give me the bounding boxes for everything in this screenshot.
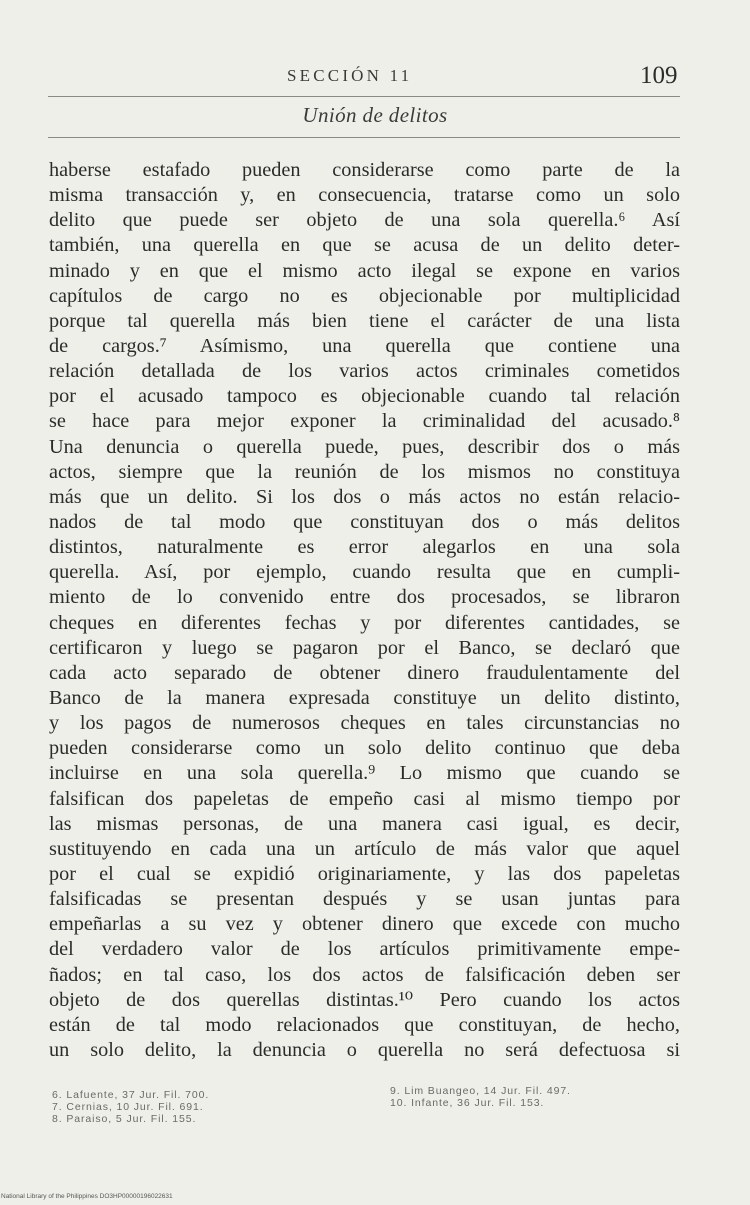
body-line: también, una querella en que se acusa de un delito deter-	[49, 234, 680, 257]
footnote-9: 9. Lim Buangeo, 14 Jur. Fil. 497.	[390, 1085, 571, 1097]
footnote-10: 10. Infante, 36 Jur. Fil. 153.	[390, 1097, 545, 1109]
body-line: Banco de la manera expresada constituye un delito distinto,	[49, 686, 680, 709]
body-paragraph	[49, 158, 680, 1063]
body-line: miento de lo convenido entre dos procesados, se libraron	[49, 586, 680, 609]
footnote-6: 6. Lafuente, 37 Jur. Fil. 700.	[52, 1089, 210, 1101]
scan-colophon: National Library of the Philippines DO3HP00000196022631	[1, 1193, 173, 1200]
body-line: ñados; en tal caso, los dos actos de falsificación deben ser	[49, 963, 680, 986]
running-header	[0, 62, 750, 92]
body-line: minado y en que el mismo acto ilegal se expone en varios	[49, 259, 680, 282]
body-line: querella. Así, por ejemplo, cuando resulta que en cumpli-	[49, 561, 680, 584]
body-line: están de tal modo relacionados que constituyan, de hecho,	[49, 1013, 680, 1036]
body-line: incluirse en una sola querella.⁹ Lo mismo que cuando se	[49, 762, 680, 785]
body-line: cheques en diferentes fechas y por diferentes cantidades, se	[49, 611, 680, 634]
page-number: 109	[640, 62, 678, 89]
body-line: se hace para mejor exponer la criminalidad del acusado.⁸	[49, 410, 680, 433]
body-line: nados de tal modo que constituyan dos o más delitos	[49, 510, 680, 533]
footnotes-right-column	[390, 1085, 710, 1109]
footnote-7: 7. Cernias, 10 Jur. Fil. 691.	[52, 1101, 204, 1113]
body-line: y los pagos de numerosos cheques en tales circunstancias no	[49, 712, 680, 735]
body-line: certificaron y luego se pagaron por el Banco, se declaró que	[49, 636, 680, 659]
body-line: Una denuncia o querella puede, pues, describir dos o más	[49, 435, 680, 458]
body-line: misma transacción y, en consecuencia, tratarse como un solo	[49, 184, 680, 207]
footnotes-left-column	[52, 1089, 382, 1125]
body-line: por el cual se expidió originariamente, y las dos papeletas	[49, 862, 680, 885]
body-line: del verdadero valor de los artículos primitivamente empe-	[49, 938, 680, 961]
section-label: SECCIÓN 11	[287, 66, 413, 85]
body-line: más que un delito. Si los dos o más actos no están relacio-	[49, 485, 680, 508]
body-line: delito que puede ser objeto de una sola querella.⁶ Así	[49, 209, 680, 232]
body-line: pueden considerarse como un solo delito continuo que deba	[49, 737, 680, 760]
body-line: porque tal querella más bien tiene el carácter de una lista	[49, 309, 680, 332]
body-line: de cargos.⁷ Asímismo, una querella que contiene una	[49, 334, 680, 357]
body-line: falsifican dos papeletas de empeño casi al mismo tiempo por	[49, 787, 680, 810]
body-line: actos, siempre que la reunión de los mismos no constituya	[49, 460, 680, 483]
body-line: falsificadas se presentan después y se usan juntas para	[49, 888, 680, 911]
body-line: un solo delito, la denuncia o querella no será defectuosa si	[49, 1038, 680, 1061]
footnote-8: 8. Paraiso, 5 Jur. Fil. 155.	[52, 1113, 197, 1125]
body-line: empeñarlas a su vez y obtener dinero que excede con mucho	[49, 913, 680, 936]
chapter-subtitle: Unión de delitos	[302, 103, 448, 127]
body-line: capítulos de cargo no es objecionable por multiplicidad	[49, 284, 680, 307]
header-top-rule	[48, 96, 680, 97]
body-line: distintos, naturalmente es error alegarlos en una sola	[49, 536, 680, 559]
body-line: objeto de dos querellas distintas.¹⁰ Pero cuando los actos	[49, 988, 680, 1011]
body-line: por el acusado tampoco es objecionable cuando tal relación	[49, 385, 680, 408]
body-line: las mismas personas, de una manera casi igual, es decir,	[49, 812, 680, 835]
header-bottom-rule	[48, 137, 680, 138]
body-line: relación detallada de los varios actos criminales cometidos	[49, 360, 680, 383]
body-line: sustituyendo en cada una un artículo de más valor que aquel	[49, 837, 680, 860]
body-line: cada acto separado de obtener dinero fraudulentamente del	[49, 661, 680, 684]
body-line: haberse estafado pueden considerarse como parte de la	[49, 159, 680, 181]
